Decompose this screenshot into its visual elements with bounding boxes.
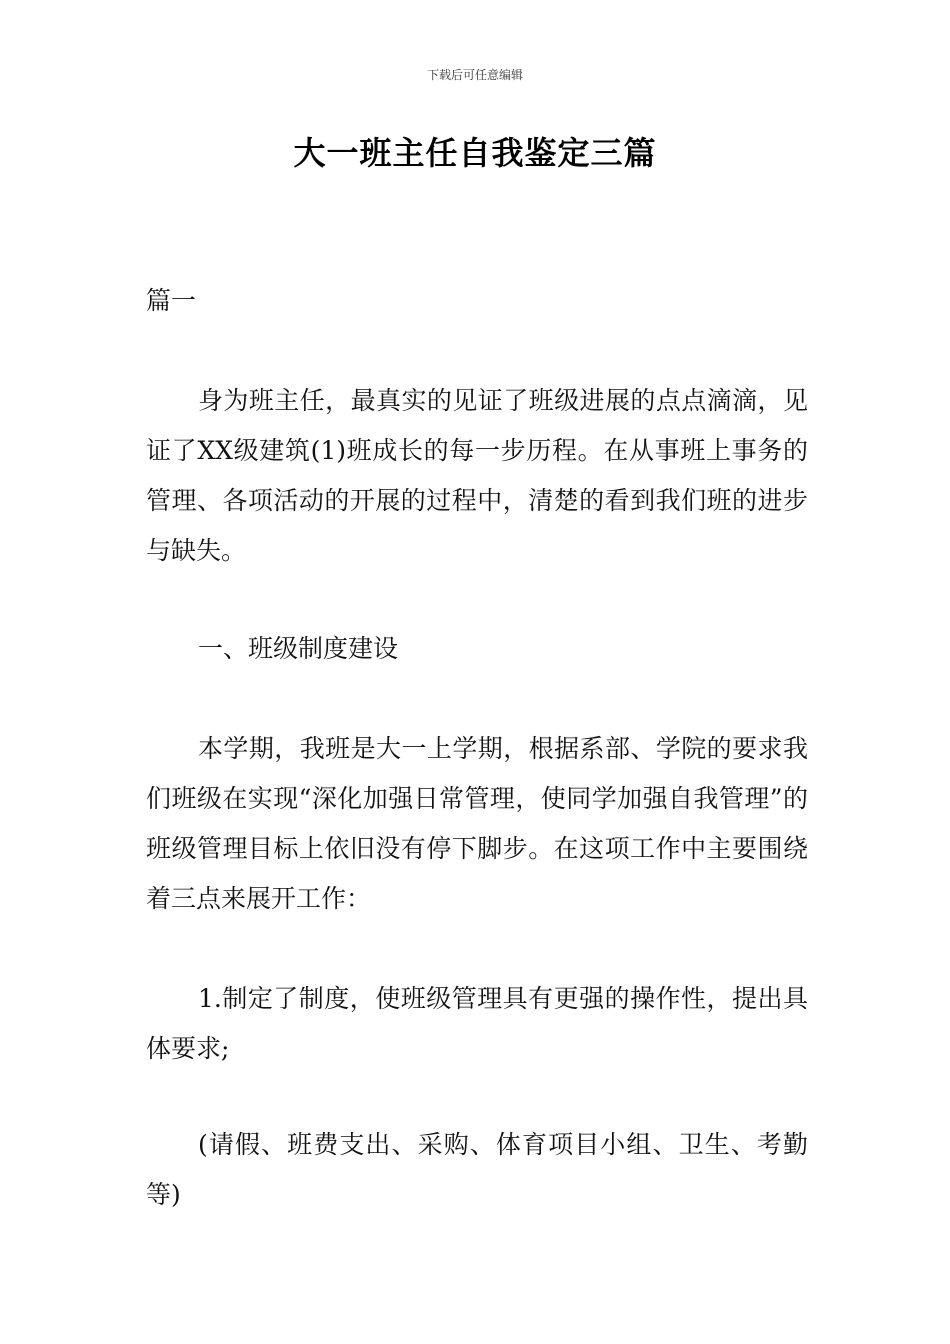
document-title: 大一班主任自我鉴定三篇 bbox=[293, 134, 657, 172]
header-note: 下载后可任意编辑 bbox=[426, 68, 523, 82]
paragraph-system: 本学期，我班是大一上学期，根据系部、学院的要求我们班级在实现“深化加强日常管理，使同学加强自我管理”的班级管理目标上依旧没有停下脚步。在这项工作中主要围绕着三点来展开工作： bbox=[146, 734, 808, 913]
paragraph-intro: 身为班主任，最真实的见证了班级进展的点点滴滴，见证了XX级建筑(1)班成长的每一步历程。在从事班上事务的管理、各项活动的开展的过程中，清楚的看到我们班的进步与缺失。 bbox=[146, 386, 808, 565]
list-item-1: 1.制定了制度，使班级管理具有更强的操作性，提出具体要求; bbox=[146, 984, 808, 1063]
section-heading: 一、班级制度建设 bbox=[198, 634, 399, 663]
list-item-1-detail: (请假、班费支出、采购、体育项目小组、卫生、考勤等) bbox=[146, 1130, 808, 1209]
section-label: 篇一 bbox=[146, 286, 197, 315]
